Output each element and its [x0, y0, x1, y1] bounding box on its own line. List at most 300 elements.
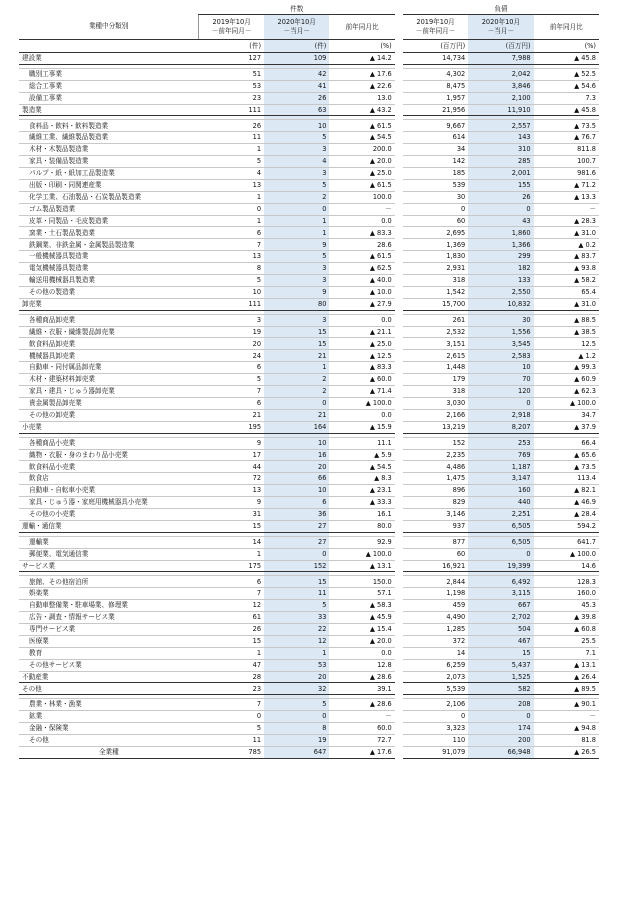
- count-2019: 53: [199, 80, 264, 92]
- debt-2019: 60: [403, 548, 468, 560]
- industry-name: 自動車・自転車小売業: [19, 485, 199, 497]
- table-row: [19, 203, 599, 215]
- count-2019: 23: [199, 92, 264, 104]
- table-row: [19, 144, 599, 156]
- count-2020: 32: [264, 683, 329, 695]
- count-2020: 5: [264, 179, 329, 191]
- count-2020: 10: [264, 437, 329, 449]
- industry-name: 全業種: [19, 746, 199, 758]
- unit-count-2019: (件): [199, 40, 264, 53]
- count-yoy: 16.1: [329, 508, 394, 520]
- debt-yoy: 594.2: [534, 520, 599, 532]
- count-yoy: 150.0: [329, 576, 394, 588]
- industry-name: 自動車整備業・駐車場業、修理業: [19, 600, 199, 612]
- industry-name: 皮革・同製品・毛皮製造業: [19, 215, 199, 227]
- debt-2020: 2,583: [468, 350, 533, 362]
- debt-2019: 16,921: [403, 560, 468, 572]
- debt-2019: 896: [403, 485, 468, 497]
- industry-name: 各種商品小売業: [19, 437, 199, 449]
- count-yoy: 57.1: [329, 588, 394, 600]
- debt-2020: 10,832: [468, 298, 533, 310]
- debt-2019: 2,844: [403, 576, 468, 588]
- count-yoy: ▲ 25.0: [329, 338, 394, 350]
- industry-name: 広告・調査・情報サービス業: [19, 612, 199, 624]
- count-2020: 10: [264, 120, 329, 132]
- debt-yoy: ▲ 90.1: [534, 699, 599, 711]
- unit-debt-2019: (百万円): [403, 40, 468, 53]
- count-yoy: 28.6: [329, 239, 394, 251]
- count-2020: 2: [264, 386, 329, 398]
- debt-2020: 299: [468, 251, 533, 263]
- count-yoy: 0.0: [329, 314, 394, 326]
- debt-2020: 2,001: [468, 168, 533, 180]
- debt-group-header: 負債: [403, 4, 599, 15]
- debt-2020: 43: [468, 215, 533, 227]
- debt-2020: 15: [468, 647, 533, 659]
- count-yoy: ▲ 12.5: [329, 350, 394, 362]
- industry-name: 木材・木製品製造業: [19, 144, 199, 156]
- debt-2020: 174: [468, 723, 533, 735]
- debt-2019-header: 2019年10月 －前年同月－: [403, 15, 468, 40]
- count-yoy: ▲ 45.9: [329, 612, 394, 624]
- debt-yoy: ▲ 89.5: [534, 683, 599, 695]
- debt-yoy: ▲ 45.8: [534, 53, 599, 65]
- count-yoy-header: 前年同月比: [329, 15, 394, 40]
- debt-2019: 110: [403, 734, 468, 746]
- count-2019: 72: [199, 473, 264, 485]
- count-2019: 9: [199, 497, 264, 509]
- debt-yoy: ▲ 62.3: [534, 386, 599, 398]
- count-2020: 3: [264, 314, 329, 326]
- count-yoy: 0.0: [329, 647, 394, 659]
- debt-2019: 6,259: [403, 659, 468, 671]
- debt-yoy: ▲ 31.0: [534, 227, 599, 239]
- count-2019: 7: [199, 239, 264, 251]
- debt-yoy: 14.6: [534, 560, 599, 572]
- table-row: [19, 409, 599, 421]
- debt-2020: 504: [468, 623, 533, 635]
- debt-yoy: ▲ 0.2: [534, 239, 599, 251]
- debt-2019: 15,700: [403, 298, 468, 310]
- table-row: [19, 588, 599, 600]
- count-yoy: ▲ 61.5: [329, 120, 394, 132]
- industry-name: 運輸業: [19, 536, 199, 548]
- industry-name: 農業・林業・漁業: [19, 699, 199, 711]
- count-yoy: ▲ 58.3: [329, 600, 394, 612]
- debt-yoy: ▲ 100.0: [534, 548, 599, 560]
- debt-2020: 667: [468, 600, 533, 612]
- category-row: [19, 683, 599, 695]
- debt-2019: 179: [403, 374, 468, 386]
- count-yoy: ▲ 28.6: [329, 699, 394, 711]
- header-blank: [19, 4, 199, 15]
- count-2020: 1: [264, 362, 329, 374]
- count-yoy: ▲ 54.5: [329, 461, 394, 473]
- count-2020: 647: [264, 746, 329, 758]
- debt-2019: 2,106: [403, 699, 468, 711]
- debt-2019: 21,956: [403, 104, 468, 116]
- debt-2020: 6,505: [468, 536, 533, 548]
- debt-2020: 285: [468, 156, 533, 168]
- debt-2019: 1,475: [403, 473, 468, 485]
- count-2019: 51: [199, 68, 264, 80]
- table-row: [19, 251, 599, 263]
- industry-name: 総合工事業: [19, 80, 199, 92]
- count-2020: 10: [264, 485, 329, 497]
- count-2020: 1: [264, 227, 329, 239]
- debt-2020: 467: [468, 635, 533, 647]
- industry-name: 出版・印刷・同関連産業: [19, 179, 199, 191]
- debt-yoy: ▲ 28.3: [534, 215, 599, 227]
- count-2019: 12: [199, 600, 264, 612]
- debt-2020: 7,988: [468, 53, 533, 65]
- count-yoy: ▲ 27.9: [329, 298, 394, 310]
- industry-name: 家具・じゅう器・家庭用機械器具小売業: [19, 497, 199, 509]
- count-2019: 31: [199, 508, 264, 520]
- count-yoy: ▲ 20.0: [329, 635, 394, 647]
- count-yoy: 39.1: [329, 683, 394, 695]
- count-2020: 5: [264, 699, 329, 711]
- count-yoy: 60.0: [329, 723, 394, 735]
- debt-yoy: 25.5: [534, 635, 599, 647]
- debt-yoy: 81.8: [534, 734, 599, 746]
- count-2020: 11: [264, 588, 329, 600]
- debt-yoy: ▲ 100.0: [534, 397, 599, 409]
- debt-2019: 5,539: [403, 683, 468, 695]
- debt-2020: 19,399: [468, 560, 533, 572]
- debt-2019: 34: [403, 144, 468, 156]
- debt-2019: 1,198: [403, 588, 468, 600]
- count-2019: 44: [199, 461, 264, 473]
- debt-yoy: ▲ 60.9: [534, 374, 599, 386]
- count-yoy: 92.9: [329, 536, 394, 548]
- debt-2019: 4,302: [403, 68, 468, 80]
- category-row: [19, 560, 599, 572]
- industry-name: その他の小売業: [19, 508, 199, 520]
- industry-name: 織物・衣服・身のまわり品小売業: [19, 449, 199, 461]
- debt-2020: 2,550: [468, 286, 533, 298]
- debt-yoy: ▲ 52.5: [534, 68, 599, 80]
- count-2019: 7: [199, 386, 264, 398]
- debt-yoy: ▲ 38.5: [534, 326, 599, 338]
- debt-2019: 8,475: [403, 80, 468, 92]
- count-2020: 80: [264, 298, 329, 310]
- count-2020: 0: [264, 548, 329, 560]
- debt-2019: 2,073: [403, 671, 468, 683]
- count-yoy: ▲ 5.9: [329, 449, 394, 461]
- industry-name: その他の卸売業: [19, 409, 199, 421]
- debt-yoy: 981.6: [534, 168, 599, 180]
- debt-2020: 440: [468, 497, 533, 509]
- industry-name: 輸送用機械器具製造業: [19, 275, 199, 287]
- category-row: [19, 421, 599, 433]
- count-2020: 1: [264, 647, 329, 659]
- count-yoy: 13.0: [329, 92, 394, 104]
- table-row: [19, 179, 599, 191]
- industry-name: 繊維・衣服・繊維製品卸売業: [19, 326, 199, 338]
- count-2019: 7: [199, 699, 264, 711]
- count-2020: 5: [264, 132, 329, 144]
- count-2020: 33: [264, 612, 329, 624]
- count-2019: 28: [199, 671, 264, 683]
- count-2020: 15: [264, 326, 329, 338]
- count-2020: 15: [264, 338, 329, 350]
- industry-name: その他の製造業: [19, 286, 199, 298]
- debt-yoy: 34.7: [534, 409, 599, 421]
- count-yoy: ▲ 8.3: [329, 473, 394, 485]
- industry-name: 飲食店: [19, 473, 199, 485]
- debt-2019: 142: [403, 156, 468, 168]
- industry-name: その他: [19, 734, 199, 746]
- count-2020: 3: [264, 168, 329, 180]
- header-column-row: [19, 15, 599, 40]
- count-yoy: ▲ 83.3: [329, 362, 394, 374]
- count-yoy: ▲ 62.5: [329, 263, 394, 275]
- count-2019: 6: [199, 576, 264, 588]
- debt-2020: 3,846: [468, 80, 533, 92]
- count-2020: 21: [264, 409, 329, 421]
- count-2019: 13: [199, 251, 264, 263]
- debt-2019: 3,030: [403, 397, 468, 409]
- debt-2019: 3,151: [403, 338, 468, 350]
- industry-name: 不動産業: [19, 671, 199, 683]
- count-2020: 26: [264, 92, 329, 104]
- count-2019: 111: [199, 104, 264, 116]
- count-yoy: ▲ 43.2: [329, 104, 394, 116]
- debt-yoy: ▲ 37.9: [534, 421, 599, 433]
- table-row: [19, 120, 599, 132]
- count-yoy: 200.0: [329, 144, 394, 156]
- industry-name: 家具・建具・じゅう器卸売業: [19, 386, 199, 398]
- count-2019: 5: [199, 374, 264, 386]
- count-2020: 19: [264, 734, 329, 746]
- debt-2020: 0: [468, 397, 533, 409]
- debt-yoy: ▲ 94.8: [534, 723, 599, 735]
- count-2019: 11: [199, 132, 264, 144]
- unit-debt-yoy: (%): [534, 40, 599, 53]
- count-yoy: ▲ 100.0: [329, 548, 394, 560]
- table-row: [19, 508, 599, 520]
- count-2019: 19: [199, 326, 264, 338]
- industry-name: 飲食料品小売業: [19, 461, 199, 473]
- count-2020: 109: [264, 53, 329, 65]
- debt-2020: 6,505: [468, 520, 533, 532]
- debt-yoy: 65.4: [534, 286, 599, 298]
- count-yoy: ▲ 60.0: [329, 374, 394, 386]
- table-row: [19, 239, 599, 251]
- count-yoy: ▲ 22.6: [329, 80, 394, 92]
- count-2019: 7: [199, 588, 264, 600]
- count-2019: 1: [199, 548, 264, 560]
- debt-2019: 459: [403, 600, 468, 612]
- debt-2020: 0: [468, 203, 533, 215]
- count-2019: 0: [199, 203, 264, 215]
- category-row: [19, 520, 599, 532]
- debt-2019: 2,931: [403, 263, 468, 275]
- debt-2020: 3,545: [468, 338, 533, 350]
- debt-2019: 372: [403, 635, 468, 647]
- debt-2020: 3,147: [468, 473, 533, 485]
- count-2019: 0: [199, 711, 264, 723]
- table-row: [19, 600, 599, 612]
- table-row: [19, 723, 599, 735]
- count-yoy: ▲ 15.9: [329, 421, 394, 433]
- count-2019-header: 2019年10月 －前年同月－: [199, 15, 264, 40]
- debt-2020: 1,860: [468, 227, 533, 239]
- industry-name: 電気機械器具製造業: [19, 263, 199, 275]
- count-2019: 13: [199, 179, 264, 191]
- count-2019: 127: [199, 53, 264, 65]
- industry-name: 建設業: [19, 53, 199, 65]
- industry-name: 機械器具卸売業: [19, 350, 199, 362]
- table-row: [19, 647, 599, 659]
- count-2019: 1: [199, 191, 264, 203]
- debt-yoy: ▲ 60.8: [534, 623, 599, 635]
- count-2019: 6: [199, 397, 264, 409]
- count-2019: 9: [199, 437, 264, 449]
- debt-2019: 30: [403, 191, 468, 203]
- count-2019: 5: [199, 723, 264, 735]
- debt-yoy: 7.1: [534, 647, 599, 659]
- count-2020: 42: [264, 68, 329, 80]
- debt-2020: 8,207: [468, 421, 533, 433]
- debt-2020: 155: [468, 179, 533, 191]
- count-2019: 8: [199, 263, 264, 275]
- debt-yoy: －: [534, 711, 599, 723]
- industry-name: その他: [19, 683, 199, 695]
- count-yoy: ▲ 14.2: [329, 53, 394, 65]
- count-2019: 4: [199, 168, 264, 180]
- debt-yoy: 100.7: [534, 156, 599, 168]
- count-yoy: ▲ 25.0: [329, 168, 394, 180]
- table-row: [19, 485, 599, 497]
- debt-2019: 2,695: [403, 227, 468, 239]
- header-group-row: [19, 4, 599, 15]
- debt-2019: 318: [403, 386, 468, 398]
- debt-2020: 1,187: [468, 461, 533, 473]
- table-row: [19, 374, 599, 386]
- count-2019: 47: [199, 659, 264, 671]
- unit-row: [19, 40, 599, 53]
- debt-yoy-header: 前年同月比: [534, 15, 599, 40]
- count-yoy: 0.0: [329, 215, 394, 227]
- table-row: [19, 397, 599, 409]
- table-row: [19, 699, 599, 711]
- table-row: [19, 156, 599, 168]
- bankruptcy-industry-table-container: [19, 4, 599, 759]
- count-yoy: ▲ 17.6: [329, 68, 394, 80]
- industry-name: 金融・保険業: [19, 723, 199, 735]
- table-row: [19, 497, 599, 509]
- debt-2020: 582: [468, 683, 533, 695]
- count-2020: 9: [264, 286, 329, 298]
- count-yoy: －: [329, 711, 394, 723]
- count-2020: 0: [264, 203, 329, 215]
- table-row: [19, 215, 599, 227]
- count-2020: 0: [264, 711, 329, 723]
- industry-name: 化学工業、石油製品・石炭製品製造業: [19, 191, 199, 203]
- count-2020-header: 2020年10月 －当月－: [264, 15, 329, 40]
- count-2020: 41: [264, 80, 329, 92]
- table-row: [19, 338, 599, 350]
- table-row: [19, 132, 599, 144]
- table-row: [19, 227, 599, 239]
- debt-2019: 318: [403, 275, 468, 287]
- unit-count-yoy: (%): [329, 40, 394, 53]
- category-row: [19, 53, 599, 65]
- count-2019: 13: [199, 485, 264, 497]
- count-2020: 27: [264, 520, 329, 532]
- count-yoy: 11.1: [329, 437, 394, 449]
- count-yoy: ▲ 20.0: [329, 156, 394, 168]
- industry-name: 鉄鋼業、非鉄金属・金属製品製造業: [19, 239, 199, 251]
- table-row: [19, 314, 599, 326]
- industry-name: ゴム製品製造業: [19, 203, 199, 215]
- count-2020: 3: [264, 144, 329, 156]
- count-yoy: ▲ 28.6: [329, 671, 394, 683]
- debt-2019: 152: [403, 437, 468, 449]
- industry-name: 自動車・同付属品卸売業: [19, 362, 199, 374]
- count-yoy: ▲ 40.0: [329, 275, 394, 287]
- unit-count-2020: (件): [264, 40, 329, 53]
- debt-yoy: 7.3: [534, 92, 599, 104]
- count-2020: 8: [264, 723, 329, 735]
- debt-2019: 3,323: [403, 723, 468, 735]
- industry-name: パルプ・紙・紙加工品製造業: [19, 168, 199, 180]
- debt-yoy: ▲ 76.7: [534, 132, 599, 144]
- table-row: [19, 92, 599, 104]
- table-row: [19, 576, 599, 588]
- table-row: [19, 536, 599, 548]
- debt-yoy: 45.3: [534, 600, 599, 612]
- table-row: [19, 275, 599, 287]
- count-2019: 17: [199, 449, 264, 461]
- count-2020: 9: [264, 239, 329, 251]
- total-row: [19, 746, 599, 758]
- count-2019: 61: [199, 612, 264, 624]
- count-2020: 16: [264, 449, 329, 461]
- industry-name: 飲食料品卸売業: [19, 338, 199, 350]
- industry-name: 郵便業、電気通信業: [19, 548, 199, 560]
- debt-2019: 539: [403, 179, 468, 191]
- industry-name: 教育: [19, 647, 199, 659]
- industry-name: 旅館、その他宿泊所: [19, 576, 199, 588]
- count-2019: 15: [199, 635, 264, 647]
- count-2019: 175: [199, 560, 264, 572]
- count-2020: 3: [264, 275, 329, 287]
- debt-2020: 143: [468, 132, 533, 144]
- table-row: [19, 168, 599, 180]
- debt-2019: 614: [403, 132, 468, 144]
- count-yoy: ▲ 61.5: [329, 251, 394, 263]
- debt-2020: 200: [468, 734, 533, 746]
- count-group-header: 件数: [199, 4, 395, 15]
- table-row: [19, 350, 599, 362]
- debt-2020: 2,100: [468, 92, 533, 104]
- debt-2019: 14: [403, 647, 468, 659]
- industry-name: 窯業・土石製品製造業: [19, 227, 199, 239]
- industry-name: その他サービス業: [19, 659, 199, 671]
- count-2019: 5: [199, 275, 264, 287]
- count-2020: 2: [264, 191, 329, 203]
- count-2020: 3: [264, 263, 329, 275]
- table-row: [19, 386, 599, 398]
- debt-2020: 120: [468, 386, 533, 398]
- industry-name: 卸売業: [19, 298, 199, 310]
- industry-name: 医療業: [19, 635, 199, 647]
- debt-2020: 1,556: [468, 326, 533, 338]
- debt-2020: 5,437: [468, 659, 533, 671]
